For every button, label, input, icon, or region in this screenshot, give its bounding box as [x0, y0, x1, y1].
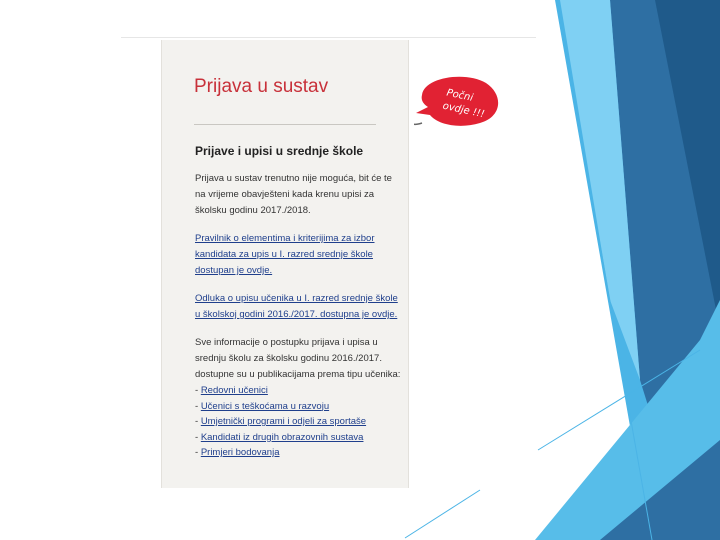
notice-text: Prijava u sustav trenutno nije moguća, bit će te na vrijeme obavješteni kada krenu upisi za školsku godinu 2017./2018.: [195, 173, 392, 216]
student-type-link[interactable]: Učenici s teškoćama u razvoju: [200, 400, 330, 412]
bullet: -: [195, 416, 199, 427]
speech-bubble-icon: [416, 77, 498, 126]
start-here-bubble: [414, 73, 506, 133]
student-type-link[interactable]: Kandidati iz drugih obrazovnih sustava: [200, 431, 364, 443]
list-item: [195, 399, 405, 415]
student-type-link[interactable]: Redovni učenici: [200, 385, 268, 396]
info-text: Sve informacije o postupku prijava i upisa u srednju školu za školsku godinu 2016./2017. dostupne su u publikacijama prema tipu učenika:: [195, 337, 401, 380]
login-title: Prijava u sustav: [194, 76, 329, 97]
login-panel: [161, 40, 409, 488]
section-title: Prijave i upisi u srednje škole: [195, 144, 364, 158]
list-item: [195, 430, 405, 446]
decision-link[interactable]: Odluka o upisu učenika u I. razred srednje škole u školskoj godini 2016./2017. dostupna je ovdje.: [195, 293, 398, 320]
bullet: -: [195, 447, 199, 458]
arrow-icon: [414, 123, 422, 124]
student-type-link[interactable]: Primjeri bodovanja: [200, 447, 280, 458]
list-item: [195, 414, 405, 430]
header-divider-line: [121, 37, 536, 38]
list-item: [195, 383, 405, 399]
bullet: -: [195, 385, 199, 396]
bullet: -: [195, 400, 199, 412]
student-type-list: [195, 383, 405, 461]
bullet: -: [195, 431, 199, 443]
list-item: [195, 445, 405, 461]
applications-section: [195, 144, 405, 461]
bubble-line-1: Počni: [445, 87, 475, 104]
student-type-link[interactable]: Umjetnički programi i odjeli za sportaše: [200, 416, 367, 427]
panel-divider: [194, 124, 376, 125]
bubble-line-2: ovdje !!!: [441, 100, 486, 121]
rulebook-link[interactable]: Pravilnik o elementima i kriterijima za izbor kandidata za upis u I. razred srednje škole dostupan je ovdje.: [195, 233, 375, 276]
